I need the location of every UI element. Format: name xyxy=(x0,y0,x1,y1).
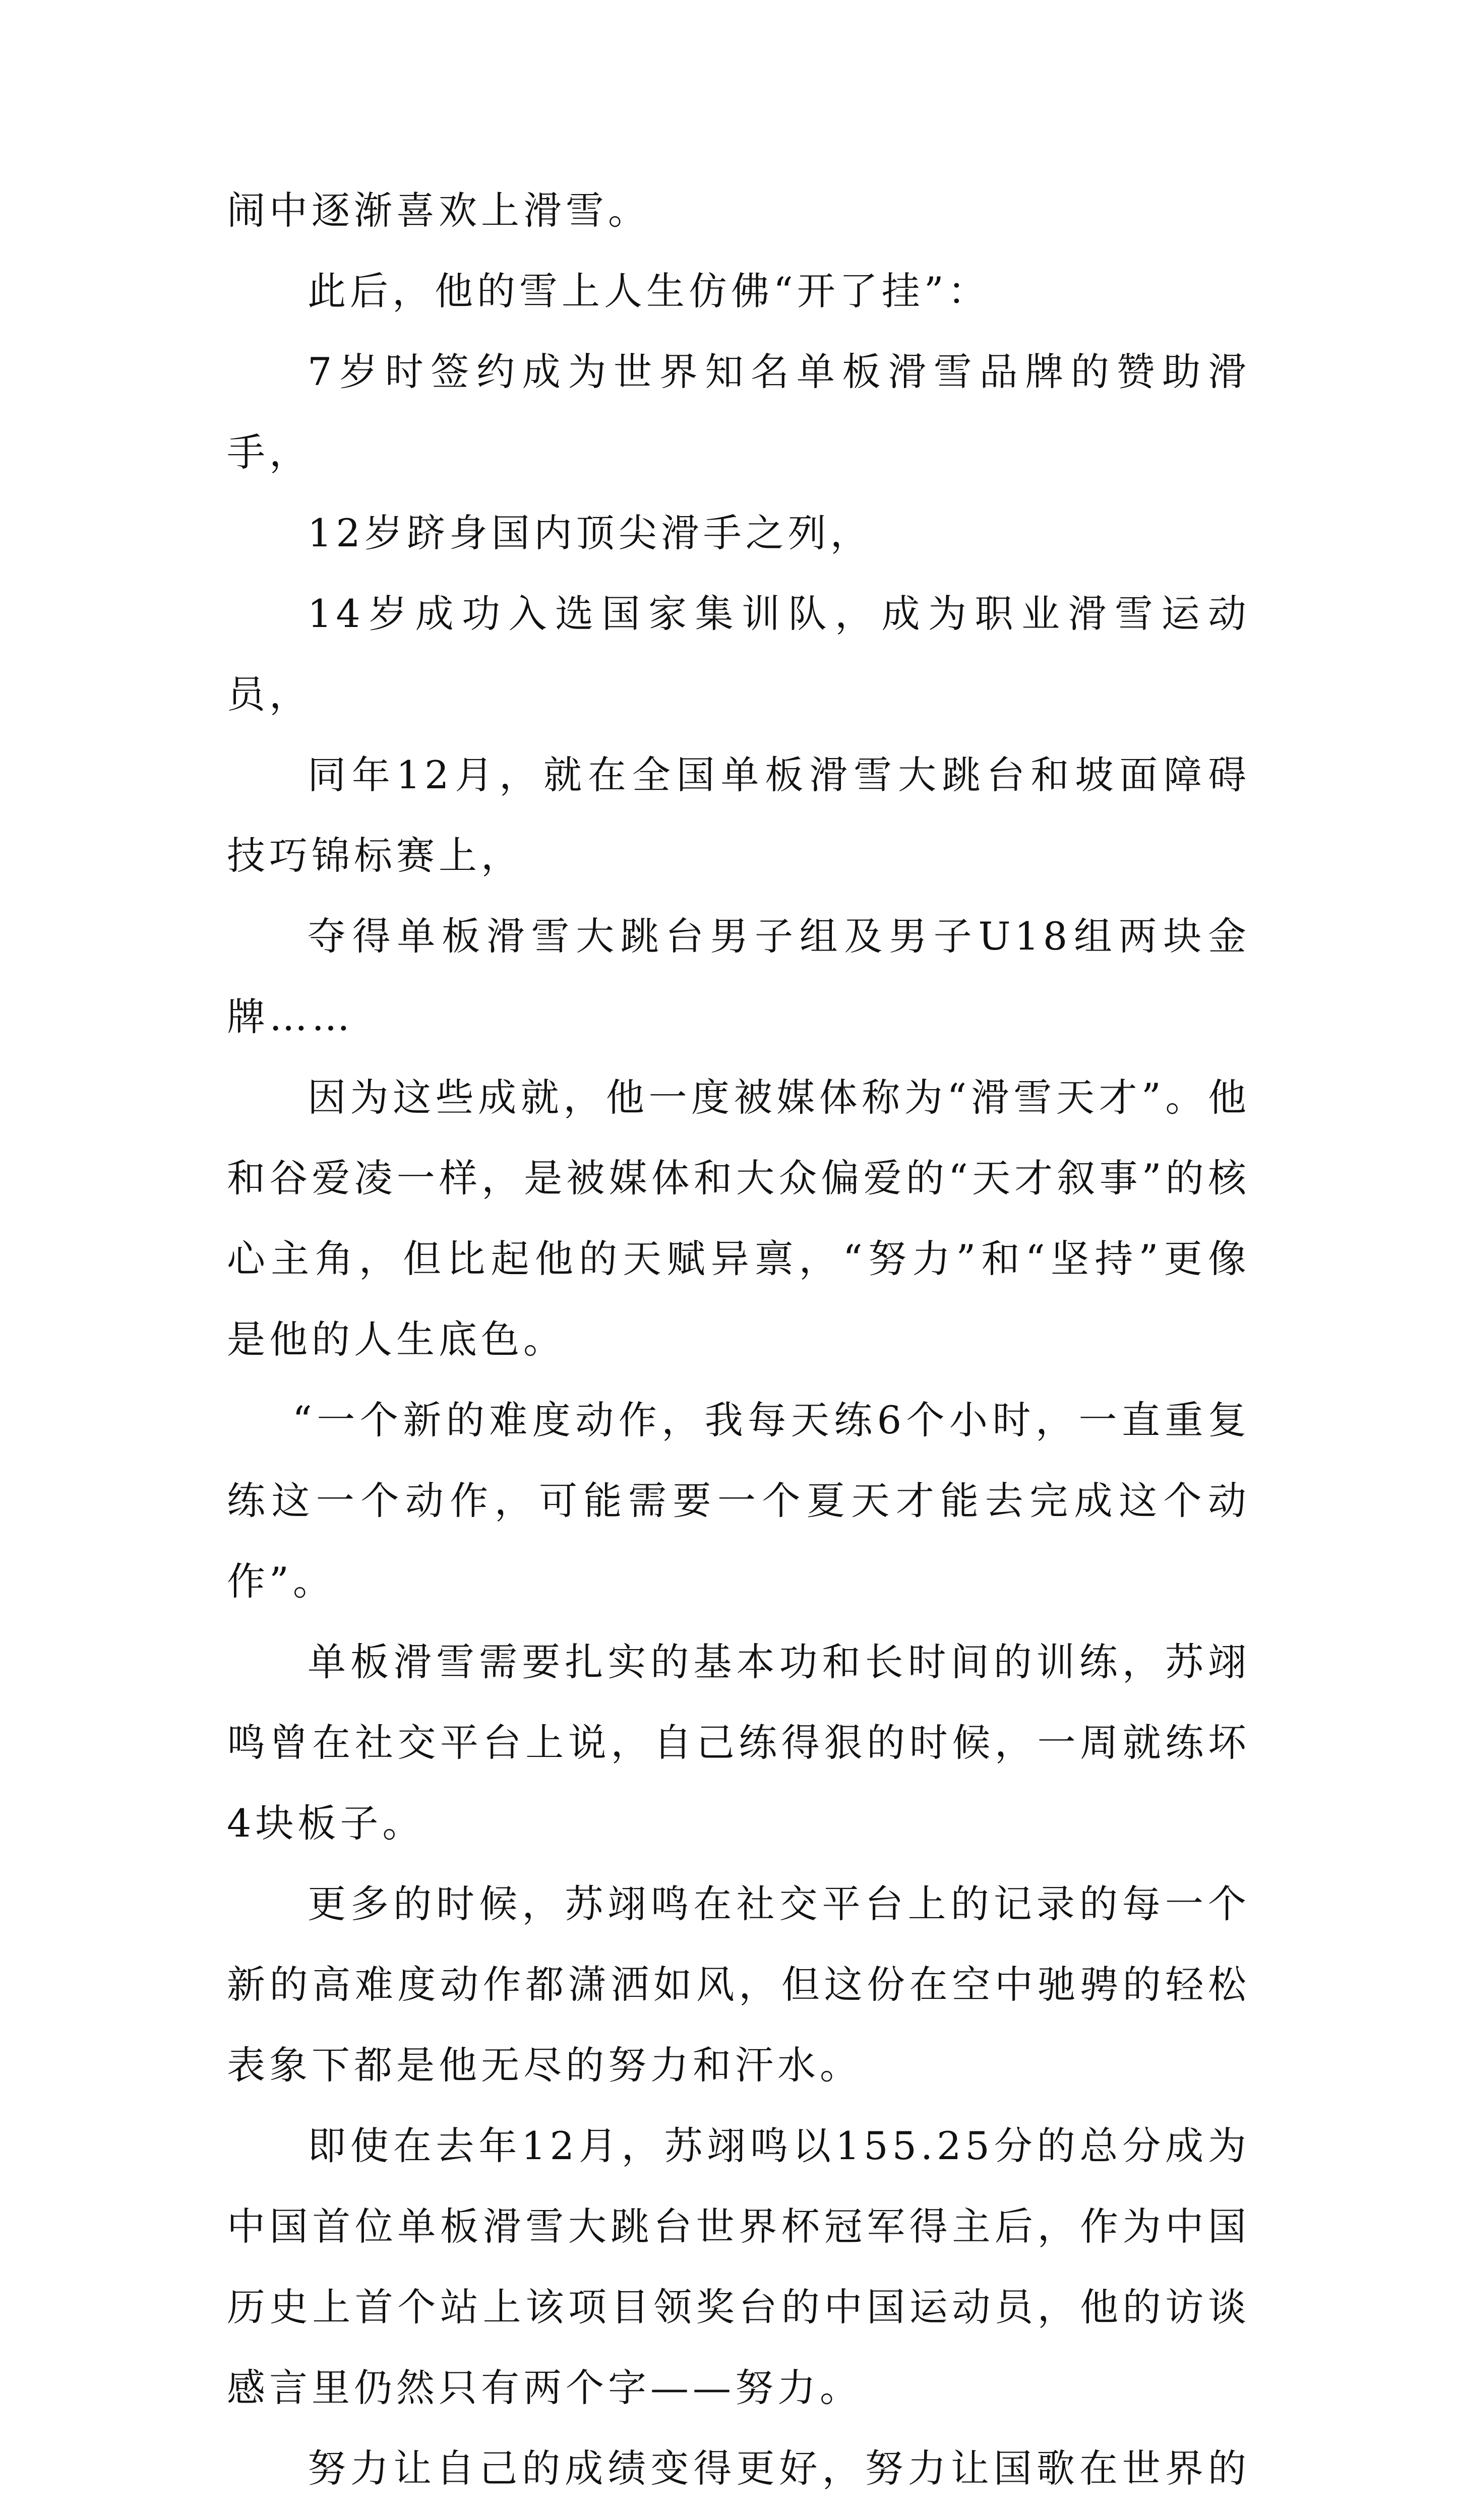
paragraph-1: 闹中逐渐喜欢上滑雪。 xyxy=(227,188,650,233)
body-text xyxy=(227,170,1250,2520)
paragraph-12: 即使在去年12月，苏翊鸣以155.25分的总分成为中国首位单板滑雪大跳台世界杯冠军得主后，作为中国历史上首个站上该项目领奖台的中国运动员，他的访谈感言里仍然只有两个字——努力。 xyxy=(227,2123,1250,2410)
paragraph-6: 同年12月，就在全国单板滑雪大跳台和坡面障碍技巧锦标赛上， xyxy=(227,752,1250,878)
paragraph-4: 12岁跻身国内顶尖滑手之列， xyxy=(308,511,873,555)
paragraph-10: 单板滑雪需要扎实的基本功和长时间的训练，苏翊鸣曾在社交平台上说，自己练得狠的时候，一周就练坏4块板子。 xyxy=(227,1640,1250,1846)
paragraph-5: 14岁成功入选国家集训队，成为职业滑雪运动员， xyxy=(227,591,1250,717)
paragraph-3: 7岁时签约成为世界知名单板滑雪品牌的赞助滑手， xyxy=(227,349,1250,475)
paragraph-8: 因为这些成就，他一度被媒体称为“滑雪天才”。他和谷爱凌一样，是被媒体和大众偏爱的“天才叙事”的核心主角，但比起他的天赋异禀，“努力”和“坚持”更像是他的人生底色。 xyxy=(227,1075,1250,1362)
paragraph-2: 此后，他的雪上人生仿佛“开了挂”： xyxy=(308,269,990,313)
paragraph-13: 努力让自己的成绩变得更好，努力让国歌在世界的 xyxy=(308,2446,1250,2491)
paragraph-9-quote: “一个新的难度动作，我每天练6个小时，一直重复练这一个动作，可能需要一个夏天才能去完成这个动作”。 xyxy=(227,1398,1250,1604)
paragraph-11: 更多的时候，苏翊鸣在社交平台上的记录的每一个新的高难度动作都潇洒如风，但这份在空中驰骋的轻松表象下都是他无尽的努力和汗水。 xyxy=(227,1881,1250,2088)
paragraph-7: 夺得单板滑雪大跳台男子组及男子U18组两块金牌…… xyxy=(227,914,1250,1039)
